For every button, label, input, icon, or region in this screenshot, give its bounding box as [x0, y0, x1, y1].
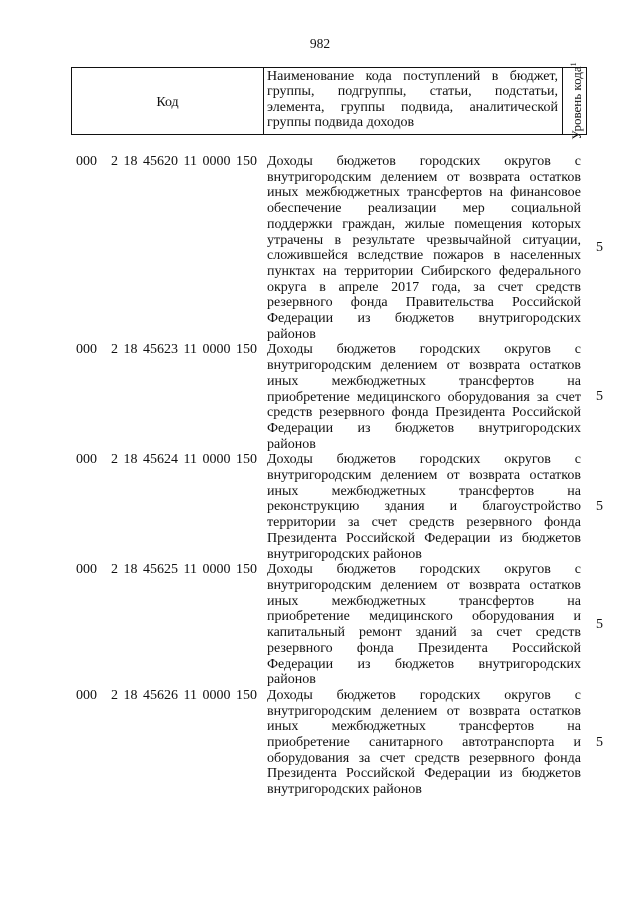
row-name-line: Федерации из бюджетов внутригородских — [267, 420, 581, 436]
row-name-line: Доходы бюджетов городских округов с — [267, 452, 581, 468]
row-budget-code: 2 18 45620 11 0000 150 — [111, 154, 257, 169]
row-budget-code: 2 18 45626 11 0000 150 — [111, 687, 257, 703]
row-name-line: Федерации из бюджетов внутригородских — [267, 311, 581, 327]
row-name — [267, 154, 581, 342]
row-name-line: иных межбюджетных трансфертов на — [267, 719, 581, 735]
row-admin-code: 000 — [76, 452, 97, 468]
table-row — [0, 452, 640, 562]
row-code — [76, 452, 257, 468]
row-level: 5 — [596, 735, 603, 751]
row-name-line: приобретение санитарного автотранспорта и — [267, 735, 581, 751]
header-level-cell — [563, 62, 586, 140]
row-admin-code: 000 — [76, 687, 97, 703]
row-name-line: Президента Российской Федерации из бюджетов — [267, 766, 581, 782]
row-name-line: внутригородских районов — [267, 782, 422, 798]
table-row — [0, 562, 640, 688]
header-name-cell: Наименование кода поступлений в бюджет, группы, подгруппы, статьи, подстатьи, элемента, группы подвида, аналитической группы подвида доходов — [264, 68, 563, 134]
row-name-line: внутригородским делением от возврата остатков — [267, 468, 581, 484]
page-number: 982 — [309, 36, 331, 51]
row-code — [76, 342, 257, 358]
row-admin-code: 000 — [76, 562, 97, 578]
row-budget-code: 2 18 45623 11 0000 150 — [111, 342, 257, 358]
row-name — [267, 342, 581, 452]
row-name-line: районов — [267, 672, 316, 688]
row-name-line: иных межбюджетных трансфертов на финансовое — [267, 185, 581, 201]
row-code — [76, 688, 257, 704]
row-level: 5 — [596, 389, 603, 405]
row-name-line: районов — [267, 326, 316, 342]
row-name-line: утрачены в результате чрезвычайной ситуации, — [267, 232, 581, 248]
row-name-line: капитальный ремонт зданий за счет средств — [267, 625, 581, 641]
header-code-cell: Код — [72, 68, 264, 134]
row-name-line: внутригородским делением от возврата остатков — [267, 169, 581, 185]
row-name-line: внутригородским делением от возврата остатков — [267, 577, 581, 593]
row-level: 5 — [596, 617, 603, 633]
row-admin-code: 000 — [76, 154, 97, 169]
row-name-line: внутригородских районов — [267, 546, 422, 562]
row-name-line: реконструкцию здания и благоустройство — [267, 499, 581, 515]
row-name-line: территории за счет средств резервного фонда — [267, 515, 581, 531]
row-admin-code: 000 — [76, 342, 97, 358]
row-name-line: Доходы бюджетов городских округов с — [267, 154, 581, 169]
row-name-line: обеспечение реализации мер социальной — [267, 201, 581, 217]
row-level: 5 — [596, 499, 603, 515]
row-name-line: внутригородским делением от возврата остатков — [267, 703, 581, 719]
row-name-line: иных межбюджетных трансфертов на — [267, 373, 581, 389]
row-code — [76, 562, 257, 578]
row-name-line: иных межбюджетных трансфертов на — [267, 593, 581, 609]
row-budget-code: 2 18 45625 11 0000 150 — [111, 562, 257, 578]
table-body — [0, 154, 640, 798]
row-name-line: резервного фонда Правительства Российской — [267, 295, 581, 311]
row-name-line: поддержки граждан, жилые помещения которых — [267, 216, 581, 232]
row-name-line: внутригородским делением от возврата остатков — [267, 358, 581, 374]
row-code — [76, 154, 257, 170]
header-level-text: Уровень кода — [568, 66, 584, 140]
row-name-line: иных межбюджетных трансфертов на — [267, 483, 581, 499]
table-header — [71, 62, 587, 140]
row-name-line: Доходы бюджетов городских округов с — [267, 562, 581, 578]
table-row — [0, 342, 640, 452]
table-row — [0, 154, 640, 342]
row-budget-code: 2 18 45624 11 0000 150 — [111, 452, 257, 468]
row-name — [267, 452, 581, 562]
row-name-line: районов — [267, 436, 316, 452]
row-name-line: приобретение медицинского оборудования и — [267, 609, 581, 625]
row-name-line: сложившейся вследствие пожаров в населенных — [267, 248, 581, 264]
row-name-line: округа в апреле 2017 года, за счет средств — [267, 279, 581, 295]
row-name — [267, 562, 581, 688]
header-level-label — [567, 62, 584, 140]
row-name — [267, 688, 581, 798]
row-name-line: Доходы бюджетов городских округов с — [267, 687, 581, 703]
row-level: 5 — [596, 240, 603, 256]
row-name-line: оборудования за счет средств резервного фонда — [267, 750, 581, 766]
row-name-line: приобретение медицинского оборудования за счет — [267, 389, 581, 405]
header-level-footnote: 1 — [568, 62, 578, 67]
row-name-line: резервного фонда Президента Российской — [267, 640, 581, 656]
row-name-line: пунктах на территории Сибирского федерального — [267, 263, 581, 279]
row-name-line: средств резервного фонда Президента Российской — [267, 405, 581, 421]
row-name-line: Доходы бюджетов городских округов с — [267, 342, 581, 358]
row-name-line: Президента Российской Федерации из бюджетов — [267, 530, 581, 546]
table-row — [0, 688, 640, 798]
row-name-line: Федерации из бюджетов внутригородских — [267, 656, 581, 672]
